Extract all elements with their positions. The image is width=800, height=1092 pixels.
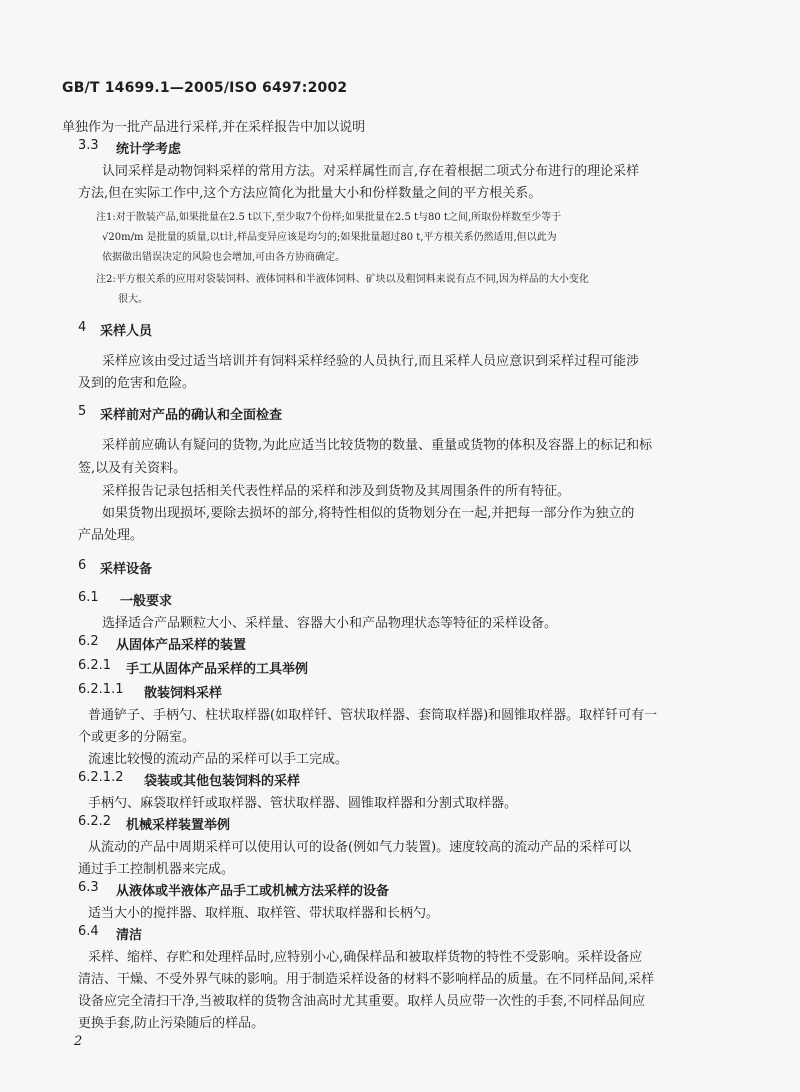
text-line: 产品处理。	[78, 528, 144, 543]
text-line: 采样报告记录包括相关代表性样品的采样和涉及到货物及其周围条件的所有特征。	[102, 484, 571, 499]
text-line: 清洁、干燥、不受外界气味的影响。用于制造采样设备的材料不影响样品的质量。在不同样品间,采样	[78, 972, 655, 987]
section-title: 采样人员	[100, 324, 153, 339]
text-line: 个或更多的分隔室。	[78, 730, 196, 745]
section-number: 6.2.1	[78, 658, 112, 673]
section-number: 6.1	[78, 590, 99, 605]
section-title: 从液体或半液体产品手工或机械方法采样的设备	[116, 884, 390, 899]
section-number: 6	[78, 558, 87, 573]
text-line: 如果货物出现损坏,要除去损坏的部分,将特性相似的货物划分在一起,并把每一部分作为独立的	[102, 506, 635, 521]
section-number: 6.2.2	[78, 814, 112, 829]
text-line: 适当大小的搅拌器、取样瓶、取样管、带状取样器和长柄勺。	[88, 906, 440, 921]
section-title: 机械采样装置举例	[126, 818, 231, 833]
section-title: 采样设备	[100, 562, 153, 577]
note-line: 很大。	[118, 294, 148, 305]
text-line: 设备应完全清扫干净,当被取样的货物含油高时尤其重要。取样人员应带一次性的手套,不同样品间应	[78, 994, 646, 1009]
text-line: 认同采样是动物饲料采样的常用方法。对采样属性而言,存在着根据二项式分布进行的理论采样	[102, 164, 640, 179]
text-line: 从流动的产品中周期采样可以使用认可的设备(例如气力装置)。速度较高的流动产品的采样可以	[88, 840, 632, 855]
section-number: 3.3	[78, 138, 99, 153]
section-number: 6.2	[78, 634, 99, 649]
text-line: 方法,但在实际工作中,这个方法应简化为批量大小和份样数量之间的平方根关系。	[78, 186, 542, 201]
standard-header: GB/T 14699.1—2005/ISO 6497:2002	[62, 80, 348, 96]
section-number: 6.4	[78, 924, 99, 939]
note-line: 注1:对于散装产品,如果批量在2.5 t以下,至少取7个份样;如果批量在2.5 t与80 t之间,所取份样数至少等于	[96, 212, 562, 223]
section-number: 4	[78, 320, 87, 335]
section-title: 一般要求	[120, 594, 173, 609]
text-line: 流速比较慢的流动产品的采样可以手工完成。	[88, 752, 349, 767]
section-number: 6.3	[78, 880, 99, 895]
text-line: 通过手工控制机器来完成。	[78, 862, 235, 877]
text-line: 手柄勺、麻袋取样钎或取样器、管状取样器、圆锥取样器和分割式取样器。	[88, 796, 518, 811]
text-line: 采样、缩样、存贮和处理样品时,应特别小心,确保样品和被取样货物的特性不受影响。采样设备应	[88, 950, 643, 965]
text-line: 选择适合产品颗粒大小、采样量、容器大小和产品物理状态等特征的采样设备。	[102, 616, 558, 631]
text-line: 普通铲子、手柄勺、柱状取样器(如取样钎、管状取样器、套筒取样器)和圆锥取样器。取样钎可有一	[88, 708, 658, 723]
section-title: 手工从固体产品采样的工具举例	[126, 662, 309, 677]
section-title: 散装饲料采样	[144, 686, 223, 701]
section-title: 统计学考虑	[116, 142, 182, 157]
section-number: 5	[78, 404, 87, 419]
text-line: 采样应该由受过适当培训并有饲料采样经验的人员执行,而且采样人员应意识到采样过程可能涉	[102, 354, 640, 369]
text-line: 采样前应确认有疑问的货物,为此应适当比较货物的数量、重量或货物的体积及容器上的标记和标	[102, 438, 653, 453]
page-number: 2	[74, 1034, 83, 1049]
text-line: 更换手套,防止污染随后的样品。	[78, 1016, 265, 1031]
text-line: 单独作为一批产品进行采样,并在采样报告中加以说明	[62, 120, 366, 135]
section-number: 6.2.1.1	[78, 682, 124, 697]
section-title: 采样前对产品的确认和全面检查	[100, 408, 283, 423]
section-title: 从固体产品采样的装置	[116, 638, 247, 653]
text-line: 及到的危害和危险。	[78, 376, 196, 391]
section-title: 袋装或其他包装饲料的采样	[144, 774, 301, 789]
note-line: 依据做出错误决定的风险也会增加,可由各方协商确定。	[102, 252, 346, 263]
note-line: 注2:平方根关系的应用对袋装饲料、液体饲料和半液体饲料、矿块以及粗饲料来说有点不同,因为样品的大小变化	[96, 274, 589, 285]
section-title: 清洁	[116, 928, 143, 943]
text-line: 签,以及有关资料。	[78, 461, 187, 476]
section-number: 6.2.1.2	[78, 770, 124, 785]
note-line: √20m/m 是批量的质量,以t计,样品变异应该是均匀的;如果批量超过80 t,平方根关系仍然适用,但以此为	[102, 232, 557, 243]
